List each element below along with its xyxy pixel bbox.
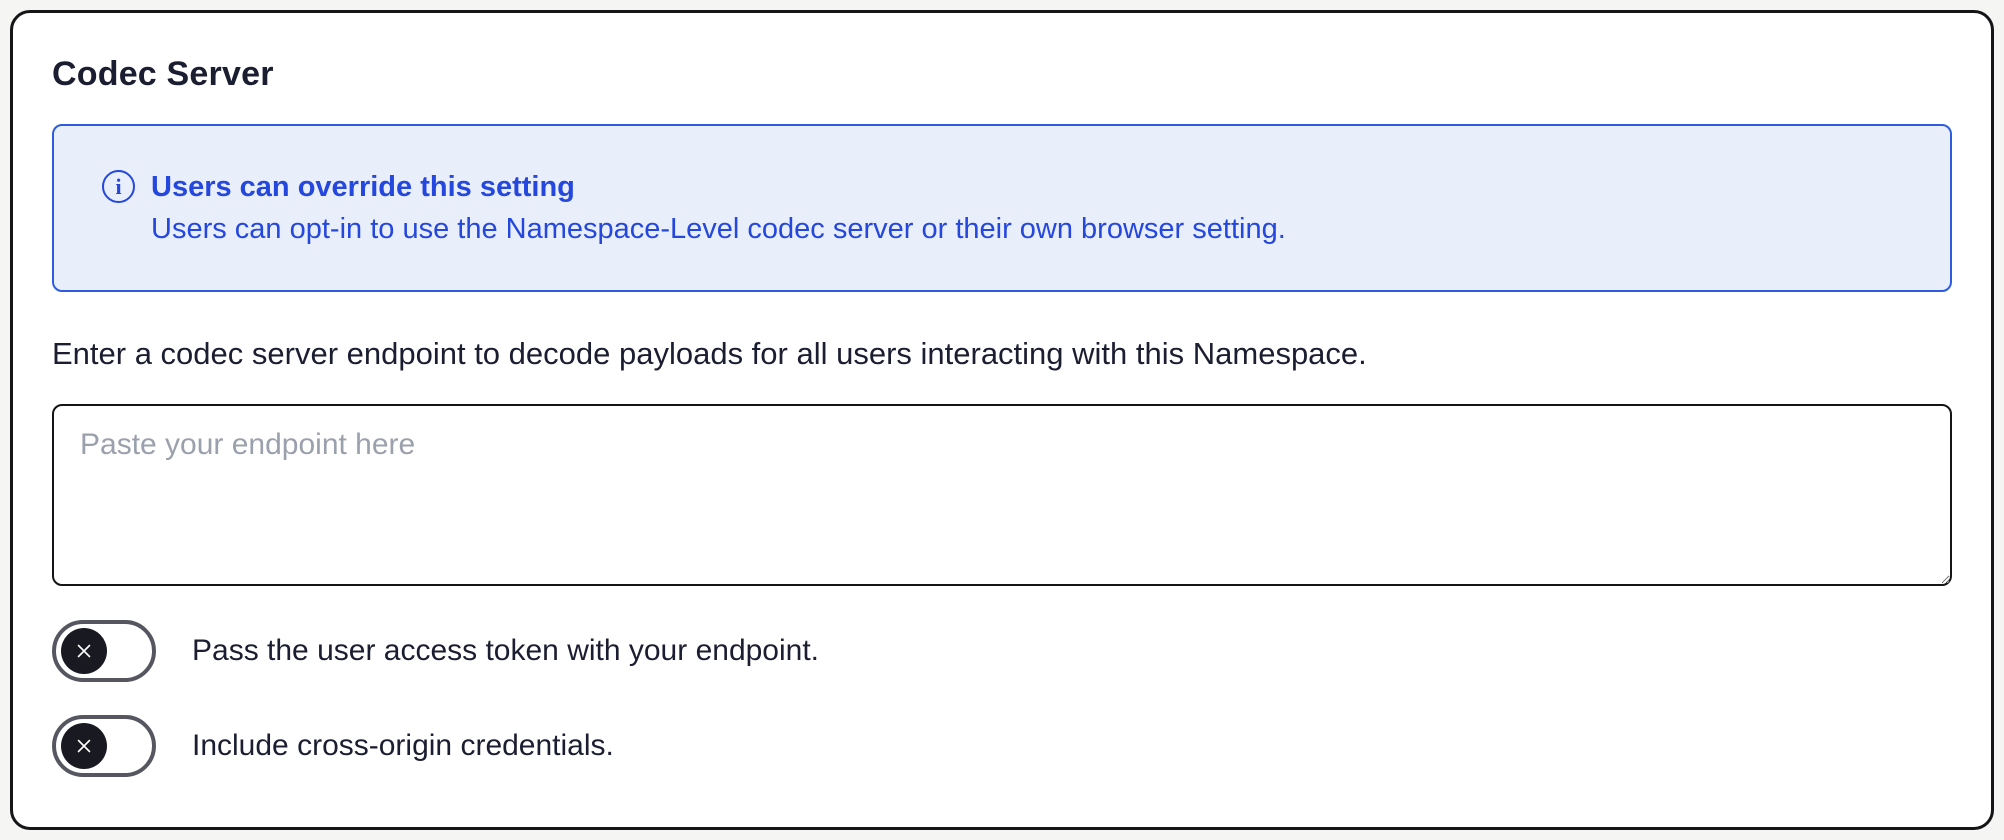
cross-origin-toggle-label: Include cross-origin credentials. (192, 729, 614, 763)
alert-body: Users can opt-in to use the Namespace-Level codec server or their own browser setting. (151, 213, 1286, 246)
toggle-knob (61, 723, 107, 769)
access-token-toggle[interactable] (52, 620, 156, 682)
access-token-toggle-label: Pass the user access token with your endpoint. (192, 634, 820, 668)
codec-server-panel (10, 10, 1994, 830)
info-icon: i (102, 170, 135, 203)
alert-title: Users can override this setting (151, 171, 575, 203)
endpoint-input[interactable] (52, 404, 1952, 586)
toggle-row-access-token (52, 620, 1952, 682)
alert-text (151, 166, 1286, 250)
page-title: Codec Server (52, 55, 274, 93)
cross-origin-toggle[interactable] (52, 715, 156, 777)
override-info-alert (52, 124, 1952, 292)
toggle-row-cross-origin (52, 715, 1952, 777)
endpoint-description: Enter a codec server endpoint to decode payloads for all users interacting with this Namespace. (52, 336, 1367, 372)
toggle-knob (61, 628, 107, 674)
x-icon (72, 734, 96, 758)
x-icon (72, 639, 96, 663)
